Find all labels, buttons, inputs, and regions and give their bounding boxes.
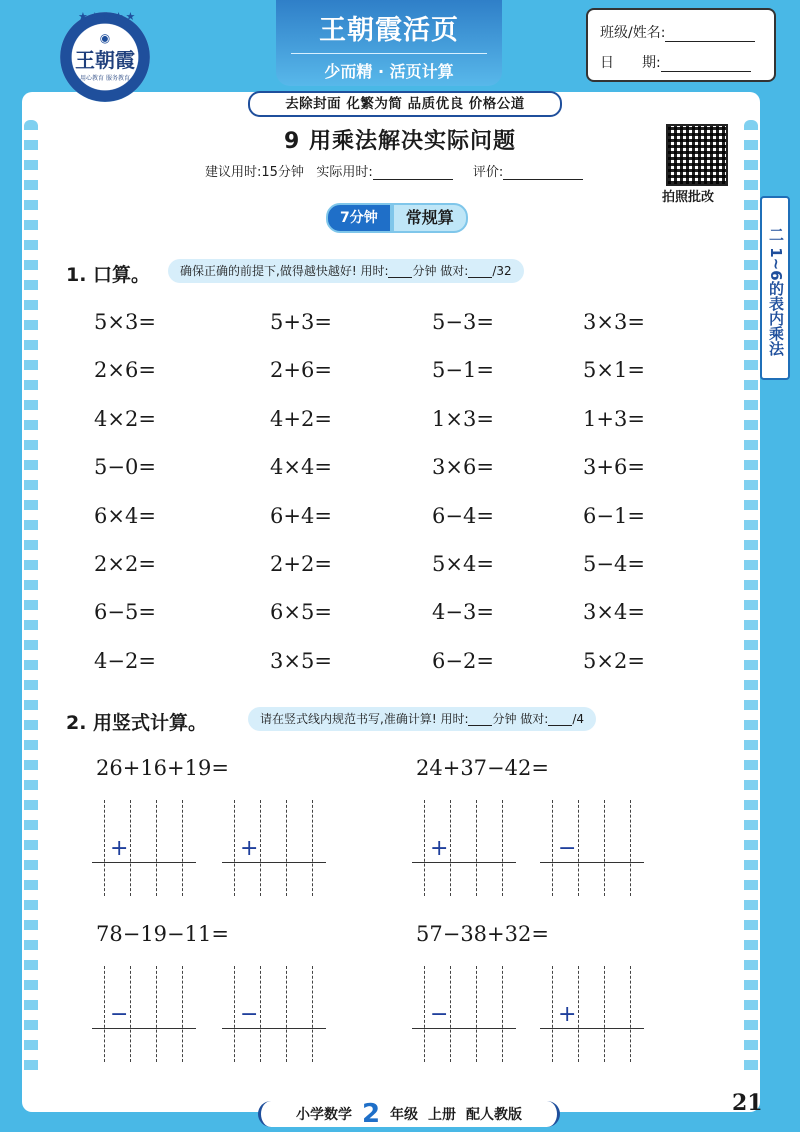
oral-problem: 6−1= bbox=[583, 503, 645, 528]
dashed-guide-line bbox=[604, 966, 605, 1062]
oral-problem: 3×3= bbox=[583, 310, 645, 334]
dashed-guide-line bbox=[130, 966, 131, 1062]
operator-sign: − bbox=[240, 1002, 259, 1027]
result-line bbox=[540, 862, 644, 863]
actual-time-label: 实际用时: bbox=[316, 165, 373, 180]
pill-name: 常规算 bbox=[392, 203, 468, 233]
vertical-problem-expression: 24+37−42= bbox=[416, 756, 549, 780]
date-field[interactable] bbox=[661, 57, 751, 72]
chapter-side-tab: 二 1~6的表内乘法 bbox=[760, 196, 790, 380]
section2-note-a: 请在竖式线内规范书写,准确计算! 用时: bbox=[260, 712, 469, 726]
dashed-guide-line bbox=[552, 800, 553, 896]
vertical-problem-expression: 57−38+32= bbox=[416, 922, 549, 946]
section1-note-a: 确保正确的前提下,做得越快越好! 用时: bbox=[180, 264, 389, 278]
dashed-guide-line bbox=[234, 800, 235, 896]
oral-problem: 5+3= bbox=[270, 310, 332, 334]
title-banner bbox=[276, 0, 502, 86]
right-wave-border bbox=[744, 120, 758, 1080]
oral-problem: 5×4= bbox=[432, 551, 494, 576]
vertical-calc-frame[interactable] bbox=[222, 966, 326, 1062]
rating-field[interactable] bbox=[503, 167, 583, 180]
eye-icon: ◉ bbox=[99, 31, 111, 45]
section1-time-field[interactable] bbox=[388, 265, 412, 278]
oral-problem: 5−3= bbox=[432, 310, 494, 334]
oral-problem: 2×6= bbox=[94, 358, 156, 383]
vertical-calc-frame[interactable] bbox=[92, 966, 196, 1062]
oral-problem: 5×1= bbox=[583, 358, 645, 383]
dashed-guide-line bbox=[234, 966, 235, 1062]
vertical-calc-frame[interactable] bbox=[540, 966, 644, 1062]
section2-score-field[interactable] bbox=[548, 713, 572, 726]
section-pill bbox=[326, 204, 468, 232]
vertical-calc-frame[interactable] bbox=[412, 966, 516, 1062]
oral-problem: 5−1= bbox=[432, 358, 494, 383]
dashed-guide-line bbox=[476, 966, 477, 1062]
result-line bbox=[412, 862, 516, 863]
dashed-guide-line bbox=[260, 800, 261, 896]
dashed-guide-line bbox=[312, 966, 313, 1062]
result-line bbox=[92, 862, 196, 863]
dashed-guide-line bbox=[424, 966, 425, 1062]
footer-volume: 上册 bbox=[428, 1107, 457, 1123]
page-number: 21 bbox=[732, 1090, 763, 1116]
oral-problem-grid bbox=[94, 307, 724, 694]
oral-problem: 1×3= bbox=[432, 406, 494, 431]
operator-sign: + bbox=[430, 836, 449, 861]
oral-problem: 5−0= bbox=[94, 455, 156, 480]
pill-time: 7分钟 bbox=[326, 203, 392, 233]
dashed-guide-line bbox=[552, 966, 553, 1062]
vertical-calc-frame[interactable] bbox=[222, 800, 326, 896]
operator-sign: + bbox=[240, 836, 259, 861]
result-line bbox=[540, 1028, 644, 1029]
dashed-guide-line bbox=[130, 800, 131, 896]
brand-logo bbox=[60, 12, 150, 102]
dashed-guide-line bbox=[260, 966, 261, 1062]
qr-code[interactable] bbox=[666, 124, 728, 186]
dashed-guide-line bbox=[182, 966, 183, 1062]
oral-problem: 4−2= bbox=[94, 648, 156, 673]
section2-heading: 2. 用竖式计算。 bbox=[66, 712, 208, 734]
class-name-field[interactable] bbox=[665, 27, 755, 42]
section2-note bbox=[248, 707, 596, 731]
vertical-problem-expression: 78−19−11= bbox=[96, 922, 229, 946]
dashed-guide-line bbox=[604, 800, 605, 896]
dashed-guide-line bbox=[450, 966, 451, 1062]
oral-problem: 1+3= bbox=[583, 406, 645, 431]
oral-problem: 6−4= bbox=[432, 503, 494, 528]
dashed-guide-line bbox=[578, 800, 579, 896]
dashed-guide-line bbox=[312, 800, 313, 896]
footer-bar bbox=[258, 1101, 560, 1127]
oral-problem: 5−4= bbox=[583, 551, 645, 576]
vertical-calc-frame[interactable] bbox=[92, 800, 196, 896]
operator-sign: + bbox=[558, 1002, 577, 1027]
oral-problem: 6−2= bbox=[432, 648, 494, 673]
dashed-guide-line bbox=[104, 966, 105, 1062]
dashed-guide-line bbox=[104, 800, 105, 896]
oral-problem: 6×5= bbox=[270, 600, 332, 625]
dashed-guide-line bbox=[450, 800, 451, 896]
section1-score-field[interactable] bbox=[468, 265, 492, 278]
dashed-guide-line bbox=[424, 800, 425, 896]
student-info-box bbox=[586, 8, 776, 82]
oral-problem: 6−5= bbox=[94, 600, 156, 625]
oral-problem: 4−3= bbox=[432, 600, 494, 625]
oral-problem: 2+2= bbox=[270, 551, 332, 576]
dashed-guide-line bbox=[502, 966, 503, 1062]
left-wave-border bbox=[24, 120, 38, 1080]
dashed-guide-line bbox=[156, 966, 157, 1062]
oral-problem: 6+4= bbox=[270, 503, 332, 528]
operator-sign: − bbox=[558, 836, 577, 861]
banner-title: 王朝霞活页 bbox=[319, 15, 459, 46]
class-name-row bbox=[600, 22, 755, 42]
class-name-label: 班级/姓名: bbox=[600, 25, 666, 41]
dashed-guide-line bbox=[630, 966, 631, 1062]
oral-problem: 3×4= bbox=[583, 600, 645, 625]
footer-grade-label: 年级 bbox=[390, 1107, 419, 1123]
actual-time-field[interactable] bbox=[373, 167, 453, 180]
oral-problem: 5×2= bbox=[583, 648, 645, 673]
dashed-guide-line bbox=[286, 800, 287, 896]
lesson-title: 9 用乘法解决实际问题 bbox=[284, 129, 516, 154]
oral-problem: 4×2= bbox=[94, 406, 156, 431]
footer-edition: 配人教版 bbox=[466, 1107, 523, 1123]
section2-note-b: 分钟 做对: bbox=[492, 712, 549, 726]
result-line bbox=[222, 1028, 326, 1029]
rating-label: 评价: bbox=[472, 165, 504, 180]
operator-sign: − bbox=[110, 1002, 129, 1027]
vertical-calc-frame[interactable] bbox=[412, 800, 516, 896]
dashed-guide-line bbox=[182, 800, 183, 896]
section1-note-b: 分钟 做对: bbox=[412, 264, 469, 278]
dashed-guide-line bbox=[156, 800, 157, 896]
footer-grade: 2 bbox=[361, 1099, 381, 1129]
section1-note-c: /32 bbox=[492, 264, 512, 278]
oral-problem: 5×3= bbox=[94, 310, 156, 334]
oral-problem: 6×4= bbox=[94, 503, 156, 528]
result-line bbox=[412, 1028, 516, 1029]
logo-subtitle: 用心教育 服务教育 bbox=[80, 75, 130, 82]
vertical-problem-expression: 26+16+19= bbox=[96, 756, 229, 780]
oral-problem: 4+2= bbox=[270, 406, 332, 431]
date-row bbox=[600, 52, 751, 72]
footer-subject: 小学数学 bbox=[295, 1107, 352, 1123]
operator-sign: + bbox=[110, 836, 129, 861]
section1-heading: 1. 口算。 bbox=[66, 264, 151, 286]
date-label: 日 期: bbox=[600, 55, 661, 71]
banner-subtitle: 少而精 · 活页计算 bbox=[291, 53, 487, 82]
dashed-guide-line bbox=[286, 966, 287, 1062]
time-row bbox=[205, 161, 583, 180]
oral-problem: 2×2= bbox=[94, 551, 156, 576]
oral-problem: 3×5= bbox=[270, 648, 332, 673]
vertical-calc-frame[interactable] bbox=[540, 800, 644, 896]
qr-label: 拍照批改 bbox=[662, 190, 715, 205]
dashed-guide-line bbox=[578, 966, 579, 1062]
suggested-time: 建议用时:15分钟 bbox=[205, 165, 304, 180]
oral-problem: 4×4= bbox=[270, 455, 332, 480]
result-line bbox=[92, 1028, 196, 1029]
section1-note bbox=[168, 259, 524, 283]
result-line bbox=[222, 862, 326, 863]
logo-name: 王朝霞 bbox=[75, 48, 135, 72]
oral-problem: 2+6= bbox=[270, 358, 332, 383]
section2-time-field[interactable] bbox=[468, 713, 492, 726]
oral-problem: 3+6= bbox=[583, 455, 645, 480]
oral-problem: 3×6= bbox=[432, 455, 494, 480]
slogan: 去除封面 化繁为简 品质优良 价格公道 bbox=[248, 91, 562, 117]
dashed-guide-line bbox=[630, 800, 631, 896]
dashed-guide-line bbox=[476, 800, 477, 896]
section2-note-c: /4 bbox=[572, 712, 585, 726]
logo-stars: ★★★★★ bbox=[78, 10, 138, 23]
operator-sign: − bbox=[430, 1002, 449, 1027]
dashed-guide-line bbox=[502, 800, 503, 896]
